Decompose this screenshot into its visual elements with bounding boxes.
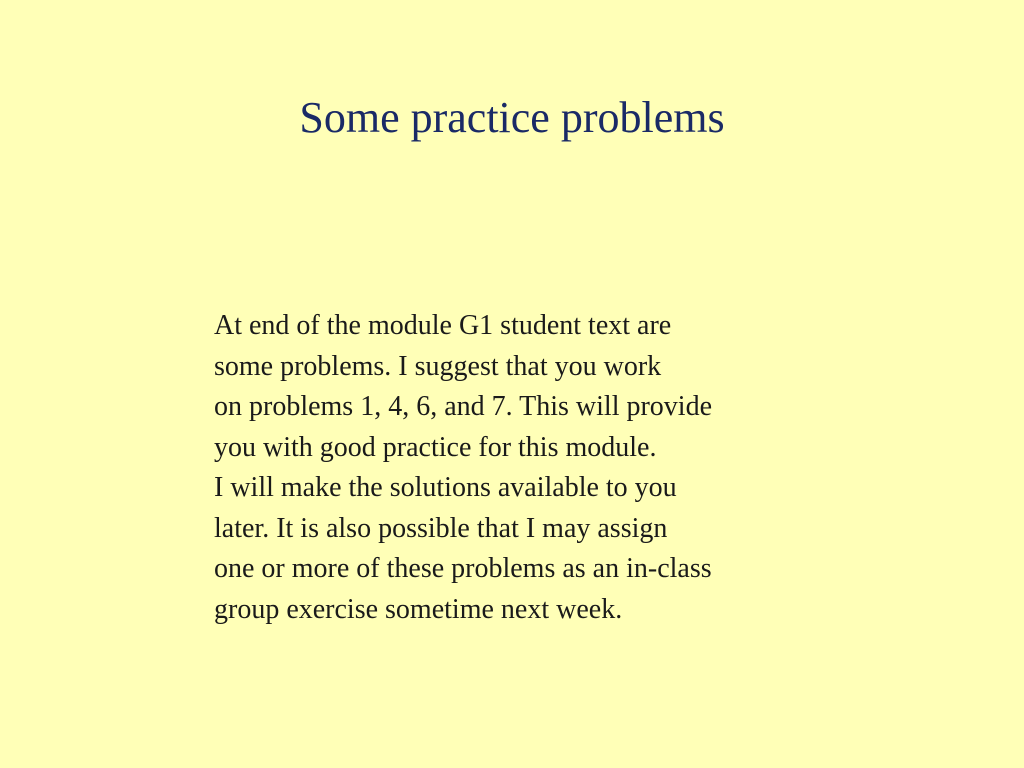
slide-body-text: [214, 306, 834, 630]
slide-title: Some practice problems: [299, 93, 725, 142]
body-line: At end of the module G1 student text are: [214, 310, 672, 341]
body-line: you with good practice for this module.: [214, 431, 657, 463]
body-line: one or more of these problems as an in-class: [214, 553, 712, 584]
body-line: I will make the solutions available to you: [214, 472, 677, 503]
body-line: group exercise sometime next week.: [214, 593, 623, 625]
body-line: on problems 1, 4, 6, and 7. This will provide: [214, 391, 712, 422]
body-line: some problems. I suggest that you work: [214, 350, 662, 382]
body-line: later. It is also possible that I may assign: [214, 512, 668, 544]
